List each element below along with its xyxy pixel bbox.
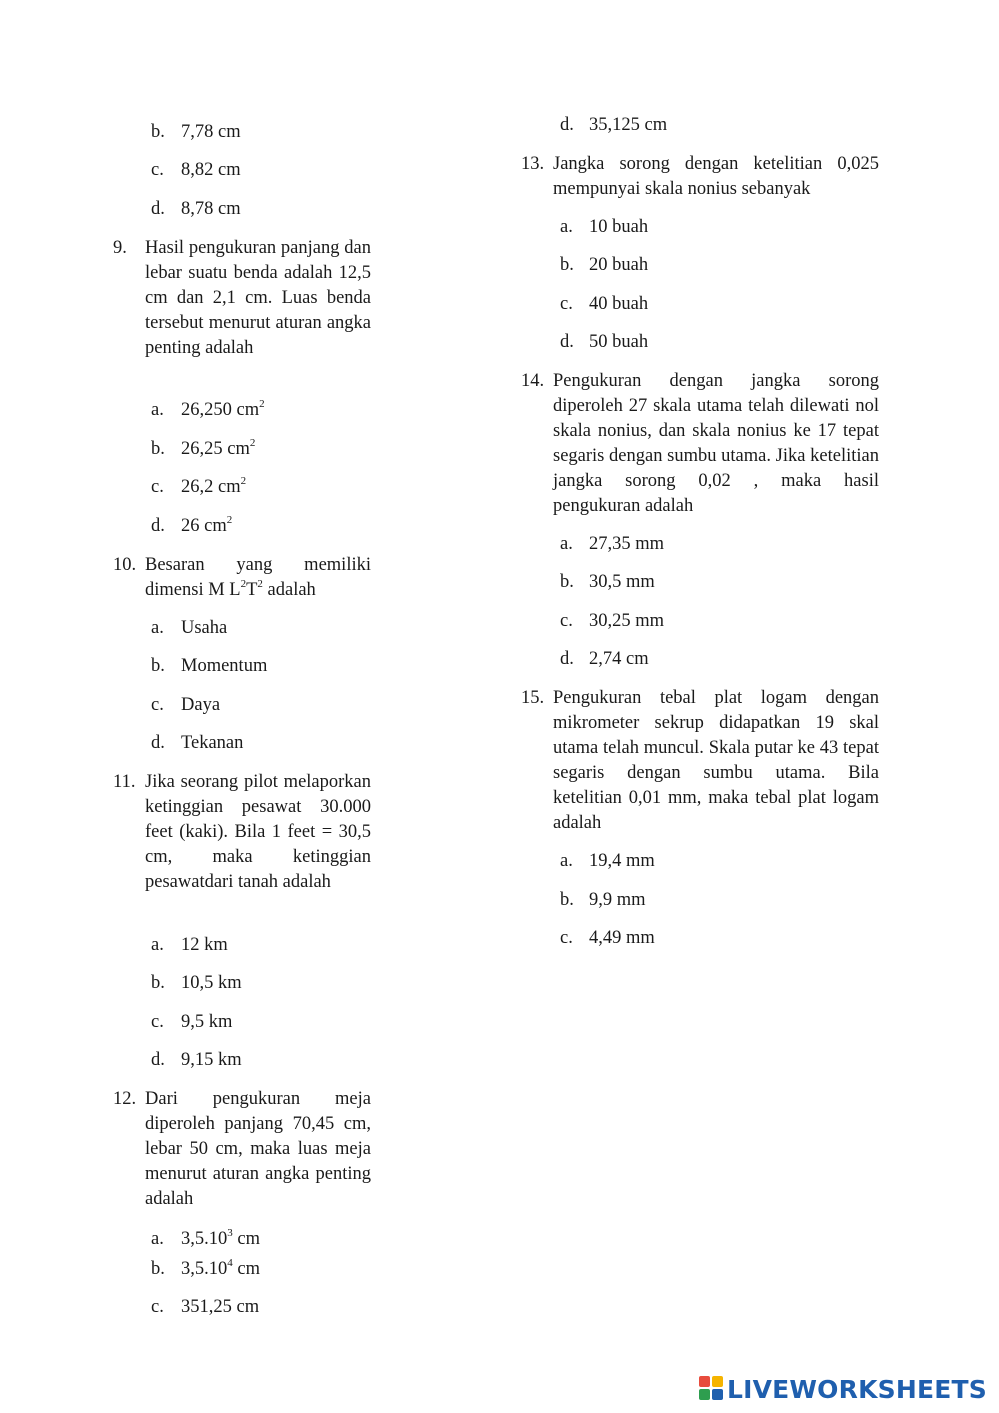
option-letter: a.: [560, 217, 573, 237]
option-letter: a.: [151, 400, 164, 420]
option-letter: b.: [560, 255, 574, 275]
question-text: Jangka sorong dengan ketelitian 0,025 mempunyai skala nonius sebanyak: [553, 154, 879, 199]
option-text: 30,25 mm: [589, 611, 665, 631]
question-text: Pengukuran tebal plat logam dengan mikrometer sekrup didapatkan 19 skal utama telah muncul. Skala putar ke 43 tepat segaris dengan sumbu utama. Bila ketelitian 0,01 mm, maka tebal plat logam adalah: [553, 688, 879, 833]
question-text-line-2: dimensi M $L^2T^2$ adalah: [145, 578, 316, 600]
option-letter: a.: [151, 618, 164, 638]
option-letter: b.: [151, 439, 165, 459]
question-number: 9.: [113, 238, 127, 258]
option-letter: a.: [560, 851, 573, 871]
liveworksheets-brand[interactable]: [699, 1373, 987, 1405]
question-text-line-1: Besaran yang memiliki: [145, 555, 371, 575]
option-text: 50 buah: [589, 332, 649, 352]
option-letter: b.: [151, 1259, 165, 1279]
option-text: 35,125 cm: [589, 115, 668, 135]
option-text: 26,250 $cm^2$: [181, 398, 265, 420]
question-number: 15.: [521, 688, 545, 708]
option-text: 4,49 mm: [589, 928, 655, 948]
option-text: Momentum: [181, 656, 268, 676]
logo-tile-3: [699, 1389, 710, 1400]
option-letter: d.: [151, 1050, 165, 1070]
option-text: Usaha: [181, 618, 228, 638]
option-letter: b.: [151, 973, 165, 993]
option-text: 30,5 mm: [589, 572, 655, 592]
option-text: 19,4 mm: [589, 851, 655, 871]
option-text: Tekanan: [181, 733, 244, 753]
question-14: [521, 369, 879, 519]
option-letter: d.: [560, 649, 574, 669]
question-text: Pengukuran dengan jangka sorong diperoleh 27 skala utama telah dilewati nol skala nonius, dan skala nonius ke 17 tepat segaris dengan sumbu utama. Jika ketelitian jangka sorong 0,02 , maka hasil pengukuran adalah: [553, 371, 879, 516]
option-text: 3,5.10$^4$ cm: [181, 1257, 260, 1279]
option-text: 20 buah: [589, 255, 649, 275]
logo-tile-2: [712, 1376, 723, 1387]
option-letter: c.: [151, 160, 164, 180]
question-text: Jika seorang pilot melaporkan ketinggian pesawat 30.000 feet (kaki). Bila 1 feet = 30,5 cm, maka ketinggian pesawatdari tanah adalah: [145, 772, 371, 892]
question-number: 13.: [521, 154, 545, 174]
option-text: 8,82 cm: [181, 160, 241, 180]
option-letter: b.: [151, 656, 165, 676]
option-text: 26 $cm^2$: [181, 514, 233, 536]
question-text: [145, 553, 371, 603]
option-text: 9,15 km: [181, 1050, 242, 1070]
option-letter: b.: [560, 890, 574, 910]
question-10: [113, 553, 371, 603]
option-text: 10,5 km: [181, 973, 242, 993]
logo-tile-4: [712, 1389, 723, 1400]
question-number: 11.: [113, 772, 136, 792]
option-letter: a.: [560, 534, 573, 554]
option-letter: d.: [560, 332, 574, 352]
option-letter: b.: [151, 122, 165, 142]
question-number: 12.: [113, 1089, 137, 1109]
option-letter: a.: [151, 935, 164, 955]
option-text: 12 km: [181, 935, 228, 955]
option-text: 8,78 cm: [181, 199, 241, 219]
option-text: 10 buah: [589, 217, 649, 237]
option-text: 3,5.10$^3$ cm: [181, 1227, 260, 1249]
option-letter: a.: [151, 1229, 164, 1249]
question-15: [521, 686, 879, 836]
option-letter: c.: [151, 695, 164, 715]
option-text: 9,9 mm: [589, 890, 646, 910]
question-9: [113, 236, 371, 361]
option-letter: c.: [560, 611, 573, 631]
option-text: 26,25 $cm^2$: [181, 437, 256, 459]
question-number: 14.: [521, 371, 545, 391]
question-text: Dari pengukuran meja diperoleh panjang 70,45 cm, lebar 50 cm, maka luas meja menurut aturan angka penting adalah: [145, 1089, 371, 1209]
option-text: 2,74 cm: [589, 649, 649, 669]
option-letter: d.: [560, 115, 574, 135]
option-letter: c.: [151, 1297, 164, 1317]
option-text: 351,25 cm: [181, 1297, 260, 1317]
option-letter: b.: [560, 572, 574, 592]
option-text: 7,78 cm: [181, 122, 241, 142]
option-letter: d.: [151, 516, 165, 536]
option-letter: d.: [151, 199, 165, 219]
liveworksheets-logo-icon: [699, 1376, 725, 1402]
question-13: [521, 152, 879, 202]
option-text: 9,5 km: [181, 1012, 233, 1032]
option-letter: c.: [151, 1012, 164, 1032]
option-text: 27,35 mm: [589, 534, 665, 554]
option-text: Daya: [181, 695, 221, 715]
question-12: [113, 1087, 371, 1212]
question-text: Hasil pengukuran panjang dan lebar suatu benda adalah 12,5 cm dan 2,1 cm. Luas benda tersebut menurut aturan angka penting adalah: [145, 238, 371, 358]
logo-tile-1: [699, 1376, 710, 1387]
option-text: 40 buah: [589, 294, 649, 314]
option-text: 26,2 $cm^2$: [181, 475, 247, 497]
question-11: [113, 770, 371, 895]
option-letter: c.: [151, 477, 164, 497]
option-letter: c.: [560, 928, 573, 948]
question-number: 10.: [113, 555, 137, 575]
option-letter: d.: [151, 733, 165, 753]
option-letter: c.: [560, 294, 573, 314]
brand-text: LIVEWORKSHEETS: [726, 1374, 987, 1404]
